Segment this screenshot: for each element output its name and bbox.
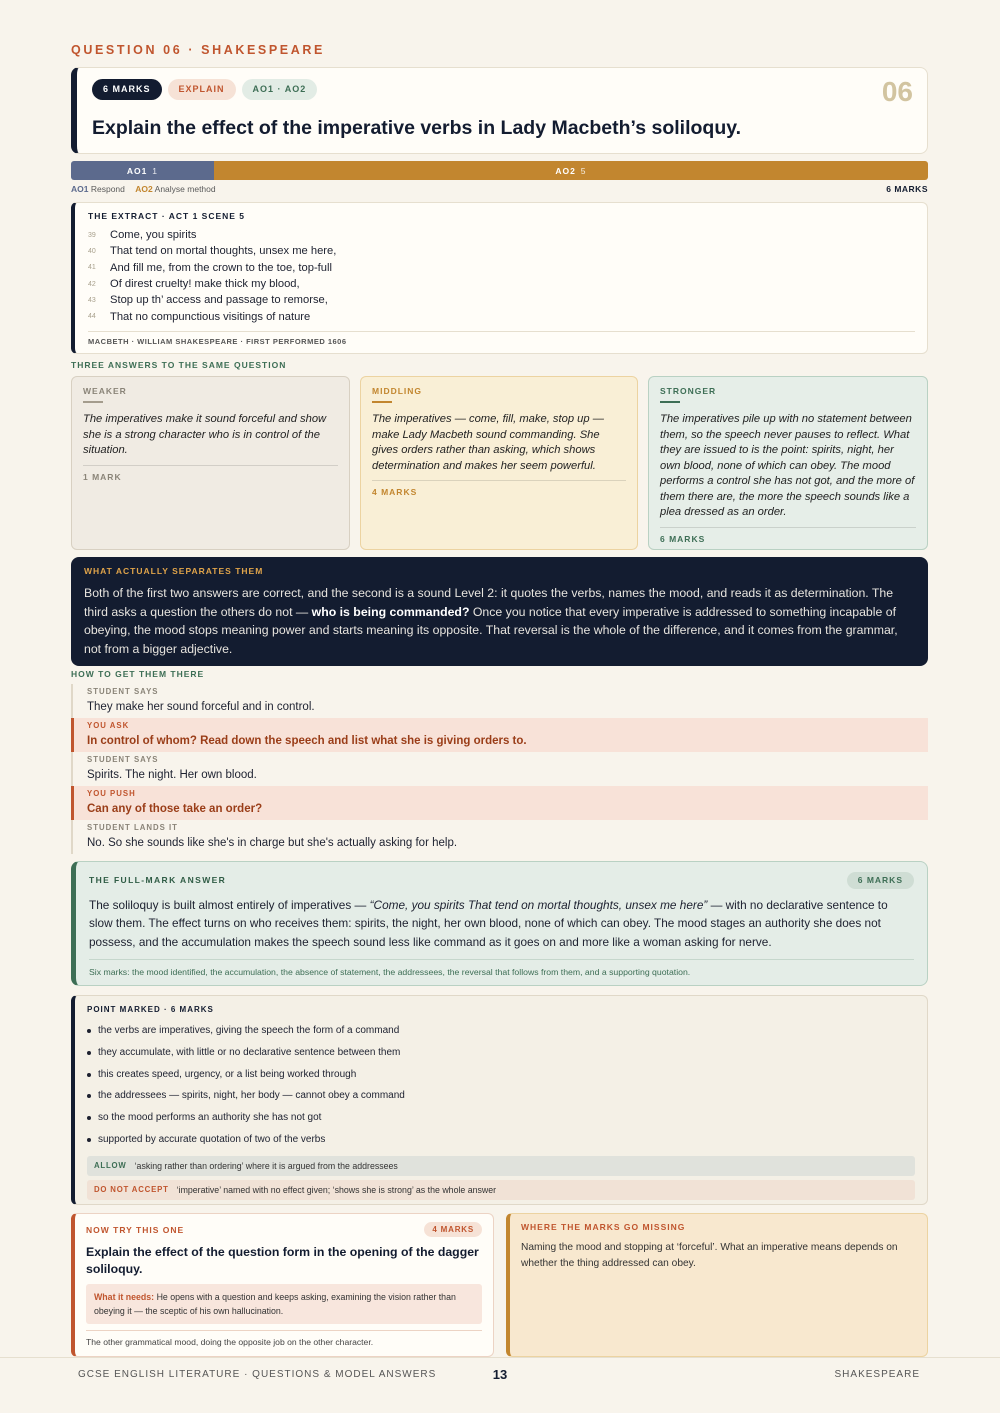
divider [89,959,914,960]
separates-text-b: Once you notice that every imperative is addressed to something incapable of obeying, the mood stops meaning power and starts meaning its opposite. That reversal is the whole of the difference, and it comes from the grammar, not from a bigger adjective. [84,604,898,656]
speaker-label: YOU ASK [87,721,130,730]
line-number: 40 [88,247,96,255]
separates-key-question: who is being commanded? [311,604,470,619]
practice-note: The other grammatical mood, doing the opposite job on the other character. [86,1337,374,1347]
list-item: this creates speed, urgency, or a list being worked through [87,1066,915,1088]
speaker-label: STUDENT SAYS [87,687,159,696]
speech-text: Spirits. The night. Her own blood. [87,769,257,781]
allow-text: ‘asking rather than ordering’ where it is argued from the addressees [134,1160,398,1171]
accent-bar [372,401,392,403]
mark-scheme-label: POINT MARKED · 6 MARKS [87,1005,214,1014]
stronger-marks: 6 MARKS [660,533,706,544]
dialogue-turn [71,752,928,786]
dialogue-section-label: HOW TO GET THEM THERE [71,669,205,679]
line-number: 42 [88,280,96,288]
list-item: they accumulate, with little or no declarative sentence between them [87,1044,915,1066]
question-card [71,67,928,154]
accent-bar [83,401,103,403]
list-item: supported by accurate quotation of two of the verbs [87,1131,915,1153]
question-title: Explain the effect of the imperative verbs in Lady Macbeth’s soliloquy. [92,117,742,139]
divider [86,1330,482,1331]
extract-line [88,276,336,292]
ao-legend [71,184,216,194]
ao-total: 6 MARKS [886,184,928,194]
divider [372,480,626,481]
line-text: That tend on mortal thoughts, unsex me here, [110,245,337,258]
speaker-label: STUDENT SAYS [87,755,159,764]
do-not-accept-label: DO NOT ACCEPT [94,1185,169,1195]
full-mark-answer-card [71,861,928,986]
ao2-key: AO2 [135,184,153,194]
dialogue-turn [71,684,928,718]
footer-book-title: GCSE ENGLISH LITERATURE · QUESTIONS & MODEL ANSWERS [78,1369,437,1380]
list-item: the verbs are imperatives, giving the speech the form of a command [87,1022,915,1044]
separates-label: WHAT ACTUALLY SEPARATES THEM [84,566,264,576]
extract-line [88,308,336,324]
weaker-text: The imperatives make it sound forceful and show she is a strong character who is in control of the situation. [83,413,327,456]
accent-bar [660,401,680,403]
line-number: 43 [88,296,96,304]
stronger-answer-card [648,376,928,550]
section-kicker: QUESTION 06 · SHAKESPEARE [71,43,325,57]
line-text: Of direst cruelty! make thick my blood, [110,278,300,291]
middling-marks: 4 MARKS [372,487,418,497]
answers-section-label: THREE ANSWERS TO THE SAME QUESTION [71,360,287,370]
mark-scheme-card [71,995,928,1205]
extract-source: MACBETH · WILLIAM SHAKESPEARE · FIRST PERFORMED 1606 [88,337,347,346]
dialogue-turn [71,718,928,752]
allow-row [87,1156,915,1176]
extract-line [88,243,336,259]
ao1-marks: 1 [152,165,159,176]
speech-text: Can any of those take an order? [87,803,263,815]
assessment-objectives-pill: AO1 · AO2 [242,79,318,100]
ao1-segment [71,161,214,180]
footer-section: SHAKESPEARE [834,1369,920,1380]
middling-label: MIDDLING [372,386,423,396]
full-mark-badge: 6 MARKS [847,872,914,889]
ao1-key: AO1 [71,184,89,194]
dialogue-turn [71,786,928,820]
full-mark-text [89,896,914,951]
list-item: the addressees — spirits, night, her body — cannot obey a command [87,1087,915,1109]
stronger-text: The imperatives pile up with no statement between them, so the speech never pauses to reflect. What they are issued to is the point: spirits, night, her own blood, none of which can obey. The mood performs a control she has not got, and the more of them there are, the more the speech sounds like a plea dressed as an order. [660,413,915,518]
stronger-label: STRONGER [660,386,717,396]
page-footer [0,1357,1000,1413]
page-number: 13 [492,1367,508,1382]
weaker-marks: 1 MARK [83,471,122,482]
separates-text [84,584,915,658]
line-text: And fill me, from the crown to the toe, top-full [110,261,332,274]
question-number: 06 [881,76,913,107]
mark-scheme-list [87,1022,915,1153]
missing-label: WHERE THE MARKS GO MISSING [521,1222,686,1232]
command-word-pill: EXPLAIN [168,79,236,100]
line-text: That no compunctious visitings of nature [110,310,311,323]
ao2-segment [214,161,928,180]
full-mark-text-b: — with no declarative sentence to slow them. The effect turns on who receives them: spirits, the night, her own blood, none of which can obey. The mood stages an authority she does not possess, and the accumulation makes the speech sound less like command as it goes on and more like a woman asking for nerve. [89,898,888,949]
do-not-accept-row [87,1180,915,1200]
extract-line [88,227,336,243]
coaching-dialogue [71,684,928,854]
practice-question-card [71,1213,494,1357]
ao2-label: AO2 [555,165,576,176]
extract-line [88,292,336,308]
ao2-marks: 5 [580,165,587,176]
practice-label: NOW TRY THIS ONE [86,1225,185,1235]
line-number: 39 [88,231,96,239]
extract-lines [88,227,336,325]
question-tags [92,79,317,100]
full-mark-note: Six marks: the mood identified, the accumulation, the absence of statement, the addressees, the reversal that follows from them, and a supporting quotation. [89,966,691,977]
weaker-answer-card [71,376,350,550]
ao-marks-bar [71,161,928,180]
ao2-key-text: Analyse method [154,184,216,194]
allow-label: ALLOW [94,1161,127,1171]
middling-text: The imperatives — come, fill, make, stop up — make Lady Macbeth sound commanding. She gives orders rather than asking, which shows determination and makes her seem powerful. [372,413,604,472]
ao1-label: AO1 [126,165,148,176]
ao1-key-text: Respond [90,184,125,194]
full-mark-label: THE FULL-MARK ANSWER [89,875,227,885]
extract-label: THE EXTRACT · ACT 1 SCENE 5 [88,211,246,221]
extract-line [88,260,336,276]
speech-text: They make her sound forceful and in control. [87,701,315,713]
missing-text: Naming the mood and stopping at ‘forceful’. What an imperative means depends on whether the thing addressed can obey. [521,1242,898,1269]
divider [83,465,338,466]
extract-card [71,202,928,354]
speech-text: No. So she sounds like she's in charge but she's actually asking for help. [87,837,458,849]
do-not-accept-text: ‘imperative’ named with no effect given; ‘shows she is strong’ as the whole answer [176,1184,497,1195]
practice-marks-badge: 4 MARKS [424,1222,482,1237]
list-item: so the mood performs an authority she has not got [87,1109,915,1131]
separates-text-a: Both of the first two answers are correct, and the second is a sound Level 2: it quotes the verbs, names the mood, and reads it as determination. The third asks a question the others do not — [84,586,894,619]
needs-label: What it needs: [94,1292,155,1302]
line-text: Stop up th’ access and passage to remorse, [110,294,328,307]
full-mark-quote: “Come, you spirits That tend on mortal thoughts, unsex me here” [369,898,708,912]
weaker-label: WEAKER [83,386,127,396]
marks-missing-card [506,1213,928,1357]
speech-text: In control of whom? Read down the speech and list what she is giving orders to. [87,735,527,747]
line-number: 41 [88,264,96,272]
marks-pill: 6 MARKS [92,79,162,100]
middling-answer-card [360,376,638,550]
dialogue-turn [71,820,928,854]
needs-text: He opens with a question and keeps asking, examining the vision rather than obeying it — the sceptic of his own hallucination. [94,1292,456,1316]
practice-needs [86,1284,482,1324]
line-text: Come, you spirits [110,229,197,242]
divider [88,331,915,332]
practice-question: Explain the effect of the question form in the opening of the dagger soliloquy. [86,1245,479,1276]
line-number: 44 [88,313,96,321]
full-mark-text-a: The soliloquy is built almost entirely of imperatives — [89,898,370,912]
divider [660,527,916,528]
speaker-label: YOU PUSH [87,789,136,798]
separates-panel [71,557,928,666]
speaker-label: STUDENT LANDS IT [87,823,178,832]
